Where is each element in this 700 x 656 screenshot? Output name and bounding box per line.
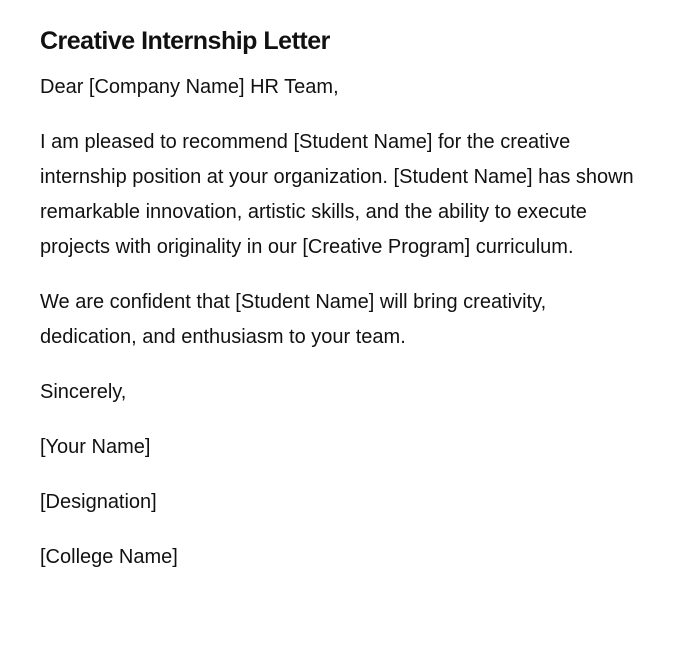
body-paragraph: I am pleased to recommend [Student Name] for the creative internship position at your organization. [Student Name] has shown remarkable innovation, artistic skills, and the ability to execute projects with originality in our [Creative Program] curriculum.	[40, 131, 634, 258]
signature-college: [College Name]	[40, 546, 178, 568]
salutation: Dear [Company Name] HR Team,	[40, 76, 339, 98]
letter-document	[40, 24, 640, 595]
letter-title: Creative Internship Letter	[40, 27, 330, 55]
body-paragraph: We are confident that [Student Name] will bring creativity, dedication, and enthusiasm to your team.	[40, 291, 547, 348]
signature-name: [Your Name]	[40, 436, 151, 458]
signature-designation: [Designation]	[40, 491, 157, 513]
closing: Sincerely,	[40, 381, 127, 403]
